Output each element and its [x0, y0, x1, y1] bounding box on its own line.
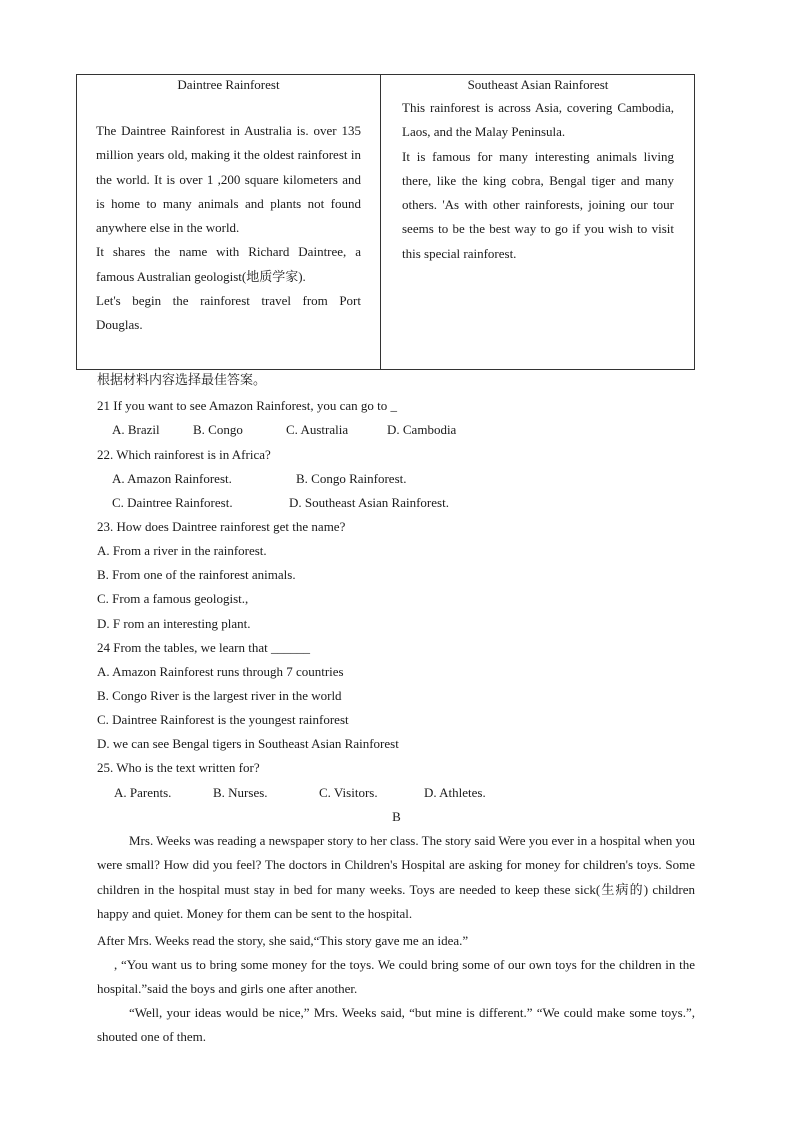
- southeast-asian-cell: [381, 75, 694, 369]
- daintree-cell: [77, 75, 381, 369]
- southeast-asian-paragraph-2: It is famous for many interesting animals living there, like the king cobra, Bengal tiger and many others. 'As with other rainforests, joining our tour seems to be the best way to go if you wish to visit this special rainforest.: [402, 148, 674, 261]
- question-22-option-a[interactable]: A. Amazon Rainforest.: [112, 471, 232, 486]
- daintree-paragraph-1: The Daintree Rainforest in Australia is. over 135 million years old, making it the oldest rainforest in the world. It is over 1 ,200 square kilometers and is home to many animals and plants not found anywhere else in the world.: [96, 123, 361, 236]
- question-23-option-b[interactable]: B. From one of the rainforest animals.: [97, 567, 296, 582]
- question-23-stem: 23. How does Daintree rainforest get the name?: [97, 519, 346, 534]
- question-24-option-c[interactable]: C. Daintree Rainforest is the youngest rainforest: [97, 712, 349, 727]
- question-25-option-a[interactable]: A. Parents.: [114, 785, 172, 800]
- section-b-paragraph-3: , “You want us to bring some money for the toys. We could bring some of our own toys for the children in the hospital.”said the boys and girls one after another.: [97, 957, 695, 997]
- question-21-option-d[interactable]: D. Cambodia: [387, 422, 457, 437]
- southeast-asian-title: Southeast Asian Rainforest: [467, 77, 609, 92]
- question-23-option-a[interactable]: A. From a river in the rainforest.: [97, 543, 267, 558]
- section-b-paragraph-4: “Well, your ideas would be nice,” Mrs. Weeks said, “but mine is different.” “We could make some toys.”, shouted one of them.: [97, 1005, 695, 1045]
- question-25-option-b[interactable]: B. Nurses.: [213, 785, 268, 800]
- question-25-stem: 25. Who is the text written for?: [97, 760, 260, 775]
- question-24-option-b[interactable]: B. Congo River is the largest river in the world: [97, 688, 342, 703]
- question-23-option-c[interactable]: C. From a famous geologist.,: [97, 591, 249, 606]
- question-21-option-c[interactable]: C. Australia: [286, 422, 349, 437]
- question-22-stem: 22. Which rainforest is in Africa?: [97, 447, 271, 462]
- question-21-option-b[interactable]: B. Congo: [193, 422, 243, 437]
- question-22-option-d[interactable]: D. Southeast Asian Rainforest.: [289, 495, 449, 510]
- question-22-option-b[interactable]: B. Congo Rainforest.: [296, 471, 407, 486]
- question-24-stem: 24 From the tables, we learn that ______: [97, 640, 311, 655]
- question-21-option-a[interactable]: A. Brazil: [112, 422, 160, 437]
- section-b-heading: B: [392, 809, 401, 824]
- daintree-title: Daintree Rainforest: [177, 77, 280, 92]
- question-25-option-d[interactable]: D. Athletes.: [424, 785, 486, 800]
- section-b-paragraph-2: After Mrs. Weeks read the story, she said,“This story gave me an idea.”: [97, 933, 469, 948]
- question-24-option-d[interactable]: D. we can see Bengal tigers in Southeast Asian Rainforest: [97, 736, 399, 751]
- question-23-option-d[interactable]: D. F rom an interesting plant.: [97, 616, 251, 631]
- daintree-paragraph-3: Let's begin the rainforest travel from Port Douglas.: [96, 293, 361, 333]
- question-24-option-a[interactable]: A. Amazon Rainforest runs through 7 countries: [97, 664, 344, 679]
- section-b-paragraph-1: Mrs. Weeks was reading a newspaper story to her class. The story said Were you ever in a hospital when you were small? How did you feel? The doctors in Children's Hospital are asking for money for children's toys. Some children in the hospital must stay in bed for many weeks. Toys are needed to keep these sick(生病的) children happy and quiet. Money for them can be sent to the hospital.: [97, 833, 695, 921]
- instruction: 根据材料内容选择最佳答案。: [97, 372, 267, 387]
- question-21-stem: 21 If you want to see Amazon Rainforest, you can go to _: [97, 398, 398, 413]
- question-22-option-c[interactable]: C. Daintree Rainforest.: [112, 495, 233, 510]
- southeast-asian-paragraph-1: This rainforest is across Asia, covering Cambodia, Laos, and the Malay Peninsula.: [402, 100, 674, 140]
- daintree-paragraph-2: It shares the name with Richard Daintree, a famous Australian geologist(地质学家).: [96, 244, 361, 284]
- rainforest-table: [76, 74, 695, 370]
- question-25-option-c[interactable]: C. Visitors.: [319, 785, 378, 800]
